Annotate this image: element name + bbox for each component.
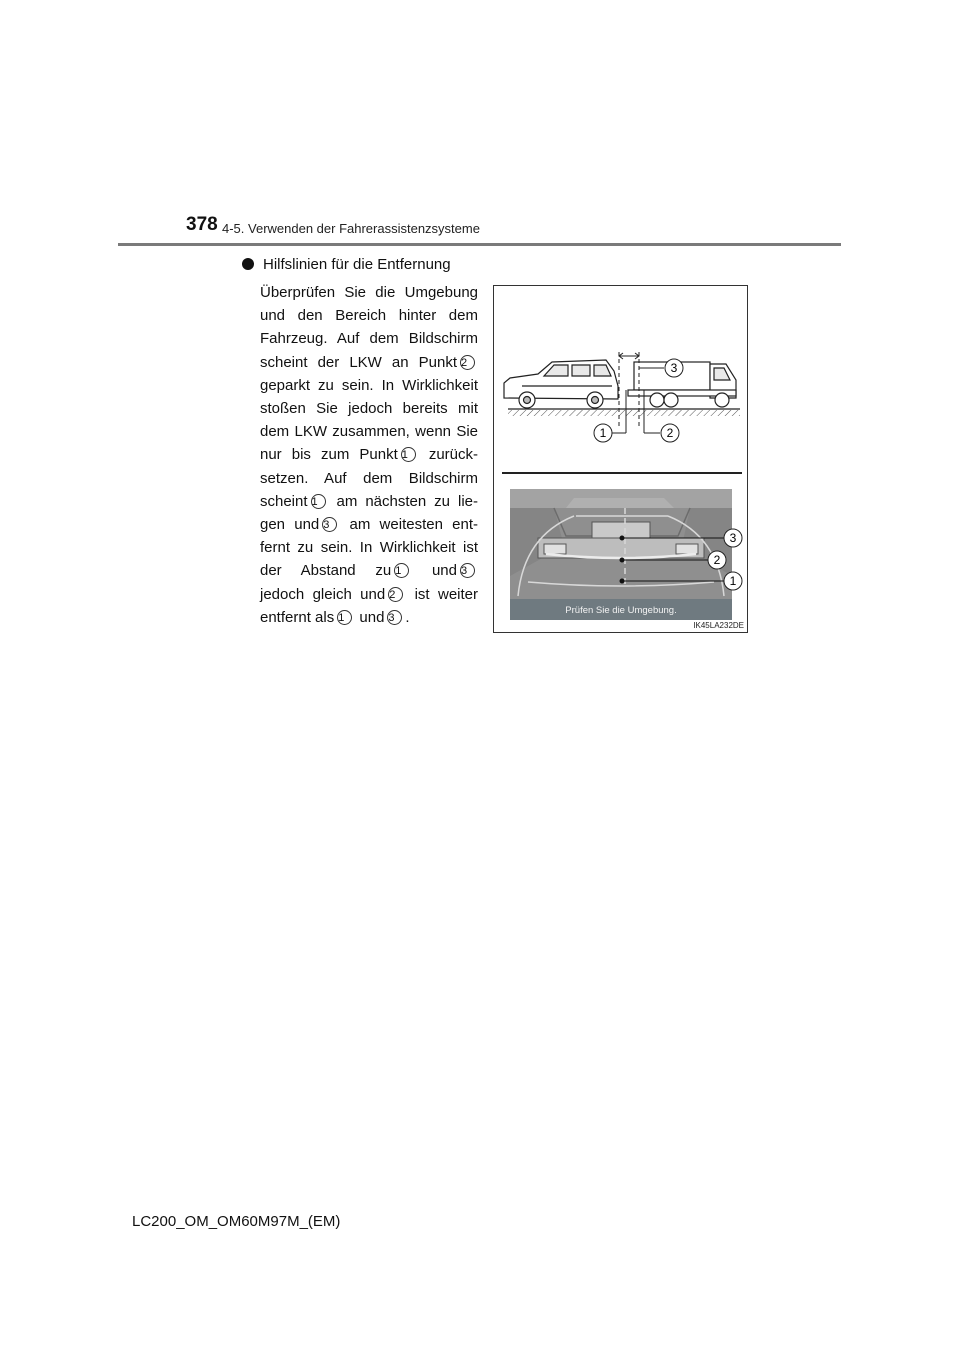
number-1-icon: 1 bbox=[337, 610, 352, 625]
label-2: 2 bbox=[713, 553, 721, 567]
number-2-icon: 2 bbox=[460, 355, 475, 370]
screen-message: Prüfen Sie die Umgebung. bbox=[565, 605, 677, 616]
number-3-icon: 3 bbox=[322, 517, 337, 532]
bullet-icon bbox=[242, 258, 254, 270]
camera-screen bbox=[510, 489, 732, 620]
number-1-icon: 1 bbox=[394, 563, 409, 578]
body-paragraph bbox=[260, 281, 478, 629]
number-3-icon: 3 bbox=[387, 610, 402, 625]
bullet-heading bbox=[242, 256, 451, 273]
label-2: 2 bbox=[666, 426, 674, 440]
figure-illustration bbox=[494, 286, 749, 634]
ground bbox=[508, 409, 740, 416]
figure-code: IK45LA232DE bbox=[693, 621, 744, 630]
number-2-icon: 2 bbox=[388, 587, 403, 602]
text-segment: Überprüfen Sie die Umgebung und den Bereich hinter dem Fahrzeug. Auf dem Bildschirm scheint der LKW an Punkt bbox=[260, 284, 478, 371]
label-3: 3 bbox=[729, 531, 737, 545]
heading-text: Hilfslinien für die Entfernung bbox=[263, 256, 451, 273]
header-divider bbox=[118, 243, 841, 246]
label-3: 3 bbox=[670, 361, 678, 375]
text-segment: . bbox=[405, 608, 410, 626]
section-title: 4-5. Verwenden der Fahrerassistenzsysteme bbox=[222, 221, 480, 236]
text-segment: geparkt zu sein. In Wirklichkeit stoßen Sie jedoch bereits mit dem LKW zusammen, wenn Sie nur bis zum Punkt bbox=[260, 376, 478, 464]
label-1: 1 bbox=[599, 426, 607, 440]
text-segment: am nächsten zu lie-gen und bbox=[260, 492, 478, 534]
number-3-icon: 3 bbox=[460, 563, 475, 578]
number-1-icon: 1 bbox=[311, 494, 326, 509]
suv-illustration bbox=[504, 360, 618, 408]
number-1-icon: 1 bbox=[401, 447, 416, 462]
label-1: 1 bbox=[729, 574, 737, 588]
distance-guide-figure bbox=[493, 285, 748, 633]
text-segment: am weitesten ent-fernt zu sein. In Wirklichkeit ist der Abstand zu bbox=[260, 516, 478, 580]
text-segment: jedoch gleich und bbox=[260, 585, 386, 603]
footer-doc-id: LC200_OM_OM60M97M_(EM) bbox=[132, 1213, 341, 1230]
text-segment: und bbox=[431, 562, 457, 580]
page-number: 378 bbox=[186, 214, 218, 235]
text-segment: ist weiter entfernt als bbox=[260, 585, 478, 626]
text-segment: zurück-setzen. Auf dem Bildschirm scheint bbox=[260, 446, 478, 510]
text-segment: und bbox=[359, 608, 385, 626]
